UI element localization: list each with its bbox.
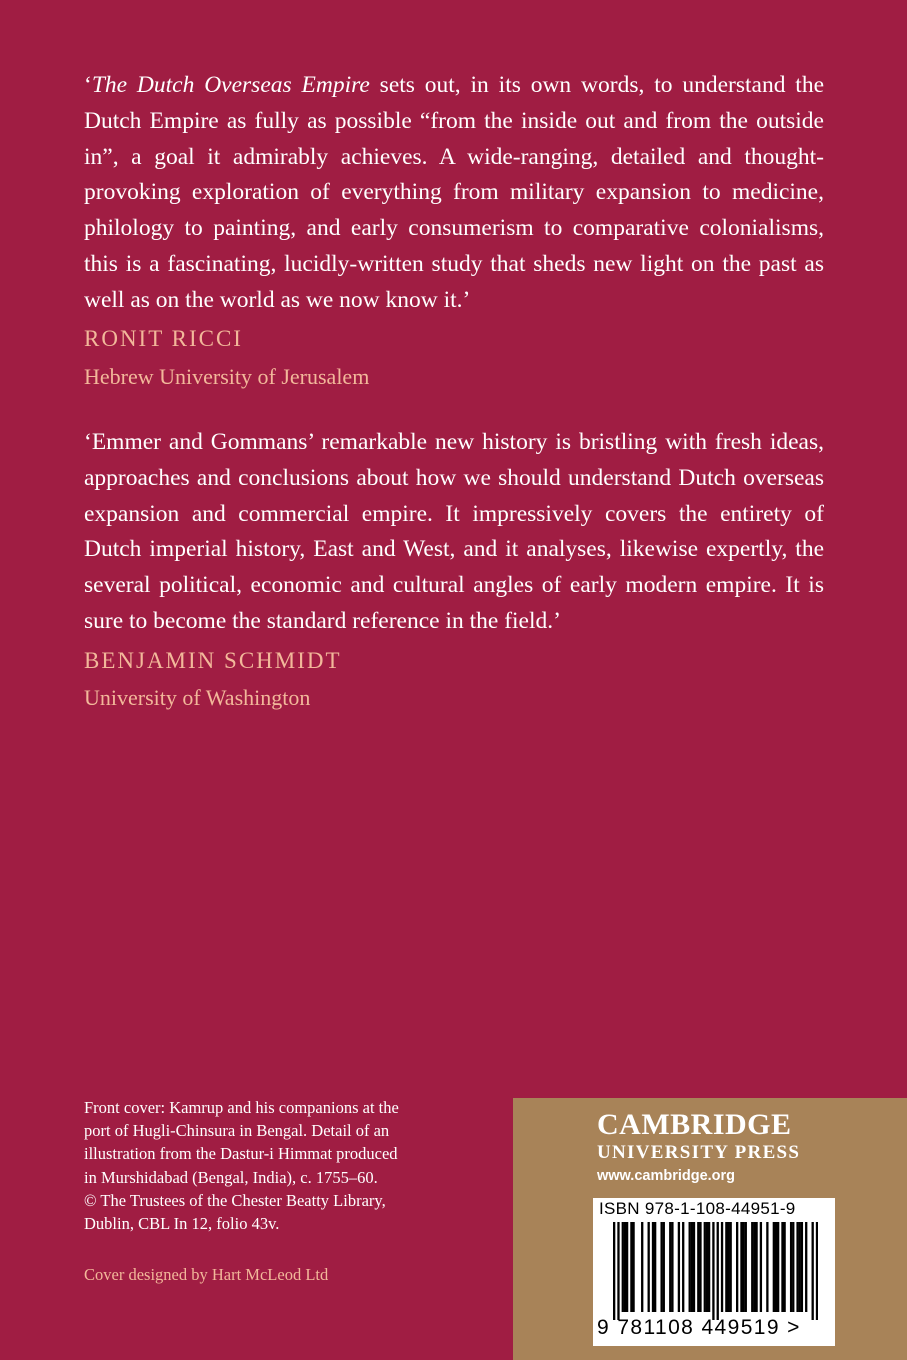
barcode-bar (652, 1222, 654, 1312)
barcode-bar (801, 1222, 803, 1312)
barcode-bar (613, 1222, 615, 1320)
barcode-bar (745, 1222, 747, 1312)
barcode-bar (693, 1222, 695, 1312)
barcode-bar (678, 1222, 680, 1312)
barcode-bar (682, 1222, 684, 1312)
barcode-bar (736, 1222, 738, 1312)
barcode-bar (727, 1222, 729, 1312)
barcode-bar (630, 1222, 632, 1312)
barcode-bar (697, 1222, 699, 1312)
barcode-bar (712, 1222, 714, 1320)
barcode-bar (704, 1222, 706, 1312)
quote-schmidt: ‘Emmer and Gommans’ remarkable new history is bristling with fresh ideas, approaches and conclusions about how we should understand Dutch overseas expansion and commercial empire. It impressively covers the entirety of Dutch imperial history, East and West, and it analyses, likewise expertly, the several political, economic and cultural angles of early modern empire. It is sure to become the standard reference in the field.’ (84, 429, 824, 634)
affiliation-ricci: Hebrew University of Jerusalem (84, 364, 370, 389)
barcode-bar (751, 1222, 753, 1312)
barcode-bar (730, 1222, 732, 1312)
barcode-bar (706, 1222, 708, 1312)
barcode-bar (766, 1222, 768, 1312)
book-title: The Dutch Overseas Empire (91, 72, 370, 98)
caption-line: © The Trustees of the Chester Beatty Library, (84, 1190, 386, 1210)
cover-caption (84, 1096, 464, 1235)
barcode-bar (691, 1222, 693, 1312)
barcode-bar (805, 1222, 807, 1312)
barcode-bar (777, 1222, 779, 1312)
caption-line: Dublin, CBL In 12, folio 43v. (84, 1214, 280, 1234)
publisher-name: CAMBRIDGE (597, 1108, 792, 1141)
barcode-bar (717, 1222, 719, 1320)
barcode-bar (632, 1222, 634, 1312)
barcode-bar (755, 1222, 757, 1312)
barcode-bar (663, 1222, 665, 1312)
caption-line: in Murshidabad (Bengal, India), c. 1755–60. (84, 1167, 378, 1187)
barcode-bar (622, 1222, 624, 1312)
barcode-bar (781, 1222, 783, 1312)
barcode-bar (648, 1222, 650, 1312)
caption-line: port of Hugli-Chinsura in Bengal. Detail of an (84, 1121, 390, 1141)
quote-ricci (84, 68, 824, 319)
barcode-bar (699, 1222, 701, 1312)
caption-line: Front cover: Kamrup and his companions at the (84, 1098, 399, 1117)
barcode-bar (812, 1222, 814, 1320)
author-ricci: RONIT RICCI (84, 326, 243, 351)
barcode-bar (721, 1222, 723, 1312)
barcode-digits: 9 781108 449519 > (597, 1316, 801, 1339)
barcode-bar (654, 1222, 656, 1312)
cover-designer: Cover designed by Hart McLeod Ltd (84, 1265, 329, 1284)
barcode-bar (753, 1222, 755, 1312)
publisher-url: www.cambridge.org (597, 1168, 736, 1184)
author-schmidt: BENJAMIN SCHMIDT (84, 648, 342, 673)
barcode-bar (617, 1222, 619, 1320)
publisher-box (513, 1098, 907, 1360)
barcode-bar (626, 1222, 628, 1312)
affiliation-schmidt: University of Washington (84, 685, 311, 710)
barcode-bar (790, 1222, 792, 1312)
barcode-bar (660, 1222, 662, 1312)
barcode-bar (796, 1222, 798, 1312)
barcode-bar (740, 1222, 742, 1312)
barcode-icon (613, 1222, 818, 1320)
barcode-bar (708, 1222, 710, 1312)
isbn-label: ISBN 978-1-108-44951-9 (599, 1199, 796, 1218)
barcode-bar (783, 1222, 785, 1312)
barcode-bar (725, 1222, 727, 1312)
barcode-bar (671, 1222, 673, 1312)
barcode-bar (775, 1222, 777, 1312)
barcode-bar (742, 1222, 744, 1312)
caption-line: illustration from the Dastur-i Himmat produced (84, 1144, 398, 1164)
barcode-bar (624, 1222, 626, 1312)
barcode-bar (773, 1222, 775, 1312)
barcode-bar (760, 1222, 762, 1312)
barcode-bar (816, 1222, 818, 1320)
barcode-bar (792, 1222, 794, 1312)
barcode-bar (689, 1222, 691, 1312)
barcode-panel (593, 1198, 835, 1346)
quote-ricci-text: sets out, in its own words, to understand the Dutch Empire as fully as possible “from the inside out and from the outside in”, a goal it admirably achieves. A wide-ranging, detailed and thought-provoking exploration of everything from military expansion to medicine, philology to painting, and early consumerism to comparative colonialisms, this is a fascinating, lucidly-written study that sheds new light on the past as well as on the world as we now know it.’ (84, 72, 825, 313)
barcode-bar (799, 1222, 801, 1312)
barcode-bar (669, 1222, 671, 1312)
quote-open-mark: ‘ (84, 72, 92, 98)
barcode-bar (641, 1222, 643, 1312)
publisher-subtitle: UNIVERSITY PRESS (597, 1142, 801, 1163)
